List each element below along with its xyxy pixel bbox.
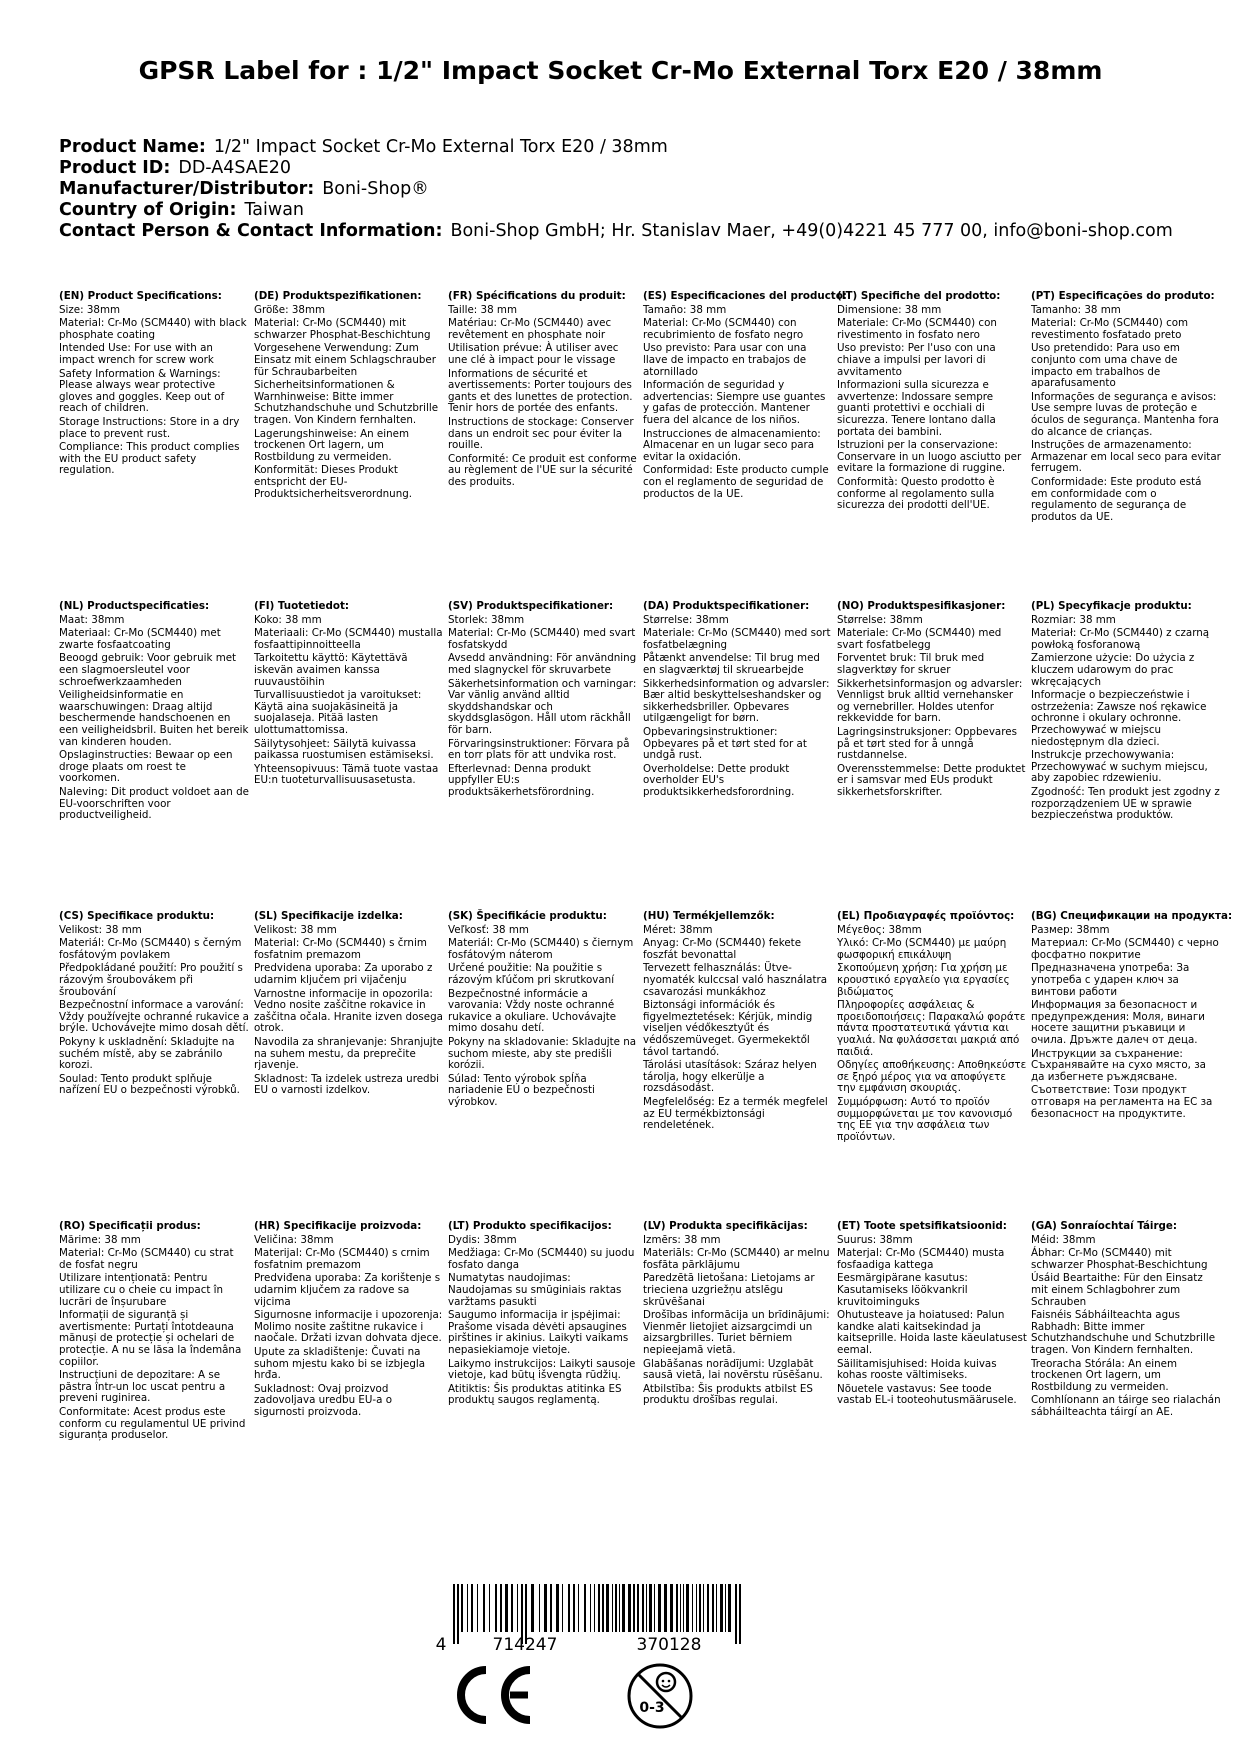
spec-line: Mărime: 38 mm: [59, 1233, 141, 1246]
spec-line: Yhteensopivuus: Tämä tuote vastaa EU:n tuoteturvallisuusasetusta.: [254, 762, 439, 787]
age-warning-label: 0-3: [639, 1700, 665, 1716]
spec-line: Sikkerhetsinformasjon og advarsler: Vennligst bruk alltid vernehansker og vernebriller. Holdes utenfor rekkevidde for barn.: [837, 677, 1023, 725]
spec-line: Conformité: Ce produit est conforme au règlement de l'UE sur la sécurité des produits.: [448, 452, 637, 488]
barcode-bar: [680, 1584, 681, 1632]
spec-line: Lagerungshinweise: An einem trockenen Ort lagern, um Rostbildung zu vermeiden.: [254, 427, 410, 463]
spec-line: Οδηγίες αποθήκευσης: Αποθηκεύστε σε ξηρό μέρος για να αποφύγετε την εμφάνιση σκουριάς.: [837, 1059, 1027, 1095]
spec-line: Zgodność: Ten produkt jest zgodny z rozporządzeniem UE w sprawie bezpieczeństwa produktów.: [1031, 785, 1220, 822]
spec-line: Paredzētā lietošana: Lietojams ar trieciena uzgriežņu atslēgu skrūvēšanai: [643, 1272, 815, 1308]
language-block: [448, 911, 638, 1109]
spec-line: Material: Cr-Mo (SCM440) med svart fosfatskydd: [448, 627, 636, 651]
language-heading: (FR) Spécifications du produit:: [448, 290, 626, 302]
language-heading: (NO) Produktspesifikasjoner:: [837, 600, 1006, 612]
spec-line: Material: Cr-Mo (SCM440) cu strat de fosfat negru: [59, 1247, 234, 1271]
language-block: [254, 601, 444, 787]
spec-line: Veličina: 38mm: [254, 1233, 334, 1246]
language-heading: (SL) Specifikacije izdelka:: [254, 910, 403, 922]
spec-line: Материал: Cr-Mo (SCM440) с черно фосфатно покритие: [1031, 937, 1219, 961]
language-heading: (DA) Produktspecifikationer:: [643, 600, 810, 612]
spec-line: Размер: 38mm: [1031, 923, 1110, 936]
spec-line: Faisnéis Sábháilteachta agus Rabhadh: Bitte immer Schutzhandschuhe und Schutzbrille tragen. Von Kindern fernhalten.: [1031, 1309, 1216, 1356]
spec-line: Instrucciones de almacenamiento: Almacenar en un lugar seco para evitar la oxidación.: [643, 427, 821, 463]
spec-line: Instrukcje przechowywania: Przechowywać w suchym miejscu, aby zapobiec rdzewieniu.: [1031, 749, 1208, 785]
barcode-bar: [646, 1584, 647, 1632]
barcode-bar: [686, 1584, 689, 1632]
barcode-bar: [511, 1584, 513, 1632]
language-block: [254, 911, 444, 1097]
spec-line: Materjal: Cr-Mo (SCM440) musta fosfaadiga kattega: [837, 1247, 1005, 1271]
language-heading: (ET) Toote spetsifikatsioonid:: [837, 1220, 1007, 1232]
spec-line: Skladnost: Ta izdelek ustreza uredbi EU o varnosti izdelkov.: [254, 1072, 439, 1097]
spec-line: Opslaginstructies: Bewaar op een droge plaats om roest te voorkomen.: [59, 749, 233, 785]
barcode-bar: [517, 1584, 518, 1632]
language-block: [643, 911, 833, 1132]
barcode-bar: [699, 1584, 701, 1632]
spec-line: Efterlevnad: Denna produkt uppfyller EU:s produktsäkerhetsförordning.: [448, 762, 595, 798]
language-block: [837, 601, 1027, 799]
spec-line: Uso previsto: Para usar con una llave de impacto en trabajos de atornillado: [643, 342, 807, 378]
manufacturer-value: Boni-Shop®: [322, 179, 429, 199]
spec-line: Storlek: 38mm: [448, 613, 525, 626]
barcode-bar: [615, 1584, 617, 1632]
manufacturer-row: [59, 179, 1173, 200]
spec-line: Conformidade: Este produto está em conformidade com o regulamento de segurança de produtos da UE.: [1031, 475, 1202, 523]
spec-line: Material: Cr-Mo (SCM440) with black phosphate coating: [59, 317, 247, 341]
barcode-bar: [692, 1584, 693, 1632]
spec-line: Størrelse: 38mm: [643, 613, 729, 626]
ce-mark: [452, 1662, 536, 1728]
barcode-bar: [556, 1584, 559, 1632]
language-heading: (EN) Product Specifications:: [59, 290, 222, 302]
barcode-bar: [500, 1584, 502, 1632]
spec-line: Soulad: Tento produkt splňuje nařízení EU o bezpečnosti výrobků.: [59, 1072, 240, 1097]
spec-line: Lagringsinstruksjoner: Oppbevares på et tørt sted for å unngå rustdannelse.: [837, 725, 1017, 762]
barcode-bar: [676, 1584, 678, 1632]
spec-line: Materiaal: Cr-Mo (SCM440) met zwarte fosfaatcoating: [59, 627, 221, 651]
barcode-bar: [670, 1584, 673, 1632]
language-heading: (BG) Спецификации на продукта:: [1031, 910, 1233, 922]
language-grid: [59, 291, 1239, 1531]
spec-line: Materijal: Cr-Mo (SCM440) s crnim fosfatnim premazom: [254, 1247, 430, 1271]
spec-line: Materiāls: Cr-Mo (SCM440) ar melnu fosfāta pārklājumu: [643, 1247, 830, 1271]
ean-barcode: [433, 1582, 755, 1654]
spec-line: Beoogd gebruik: Voor gebruik met een slagmoersleutel voor schroefwerkzaamheden: [59, 652, 237, 688]
spec-line: Laikymo instrukcijos: Laikyti sausoje vietoje, kad būtų išvengta rūdžių.: [448, 1357, 636, 1382]
spec-line: Předpokládané použití: Pro použití s rázovým šroubovákem při šroubování: [59, 962, 243, 998]
language-heading: (LT) Produkto specifikacijos:: [448, 1220, 612, 1232]
barcode-bar: [606, 1584, 609, 1632]
language-block: [643, 290, 847, 500]
barcode-bar: [725, 1584, 726, 1632]
spec-line: Méid: 38mm: [1031, 1233, 1096, 1246]
barcode-bar: [477, 1584, 478, 1632]
language-block: [1031, 1221, 1221, 1419]
spec-line: Förvaringsinstruktioner: Förvara på en torr plats för att undvika rost.: [448, 737, 630, 762]
spec-line: Zamierzone użycie: Do użycia z kluczem udarowym do prac wkręcających: [1031, 652, 1195, 688]
spec-line: Ohutusteave ja hoiatused: Palun kandke alati kaitsekindad ja kaitseprille. Hoida laste käeulatusest eemal.: [837, 1309, 1027, 1356]
spec-line: Инструкции за съхранение: Съхранявайте на сухо място, за да избегнете ръждясване.: [1031, 1047, 1206, 1083]
spec-line: Säilytysohjeet: Säilytä kuivassa paikassa ruostumisen estämiseksi.: [254, 737, 434, 762]
language-heading: (DE) Produktspezifikationen:: [254, 290, 422, 302]
spec-line: Materiał: Cr-Mo (SCM440) z czarną powłoką fosforanową: [1031, 627, 1210, 651]
age-warning-icon: [626, 1662, 694, 1730]
spec-line: Upute za skladištenje: Čuvati na suhom mjestu kako bi se izbjegla hrđa.: [254, 1345, 426, 1382]
barcode-bar: [578, 1584, 579, 1632]
spec-line: Drošības informācija un brīdinājumi: Vienmēr lietojiet aizsargcimdi un aizsargbrilles. Turiet bērniem nepieejamā vietā.: [643, 1309, 830, 1356]
spec-line: Material: Cr-Mo (SCM440) s črnim fosfatnim premazom: [254, 937, 427, 961]
spec-line: Naleving: Dit product voldoet aan de EU-voorschriften voor productveiligheid.: [59, 785, 249, 822]
language-block: [1031, 291, 1221, 523]
spec-line: Predviđena uporaba: Za korištenje s udarnim ključem za radove sa vijcima: [254, 1272, 441, 1308]
language-block: [643, 1221, 833, 1407]
barcode-bar: [539, 1584, 540, 1632]
spec-line: Instructions de stockage: Conserver dans un endroit sec pour éviter la rouille.: [448, 415, 634, 452]
spec-line: Bezpečnostné informácie a varovania: Vždy noste ochranné rukavice a okuliare. Uchovávajte mimo dosahu detí.: [448, 987, 617, 1035]
barcode-lead-digit: 4: [435, 1635, 447, 1654]
language-block: [643, 601, 833, 799]
spec-line: Sukladnost: Ovaj proizvod zadovoljava uredbu EU-a o sigurnosti proizvoda.: [254, 1382, 393, 1418]
barcode-bar: [461, 1584, 463, 1632]
barcode-bar: [505, 1584, 508, 1632]
language-block: [254, 291, 444, 500]
spec-line: Maat: 38mm: [59, 613, 125, 626]
ce-mark-text: CE: [452, 1662, 454, 1663]
language-heading: (ES) Especificaciones del producto:: [643, 290, 847, 302]
language-block: [59, 911, 249, 1097]
barcode-bar: [720, 1584, 723, 1632]
language-heading: (LV) Produkta specifikācijas:: [643, 1220, 808, 1232]
spec-line: Eesmärgipärane kasutus: Kasutamiseks löökvankril kruvitoiminguks: [837, 1272, 968, 1308]
product-name-row: [59, 137, 1173, 158]
spec-line: Materiál: Cr-Mo (SCM440) s černým fosfátovým povlakem: [59, 937, 242, 961]
spec-line: Comhlíonann an táirge seo rialachán sábháilteachta táirgí an AE.: [1031, 1394, 1221, 1418]
spec-line: Información de seguridad y advertencias: Siempre use guantes y gafas de protección. Mantener fuera del alcance de los niños.: [643, 379, 826, 426]
language-heading: (RO) Specificații produs:: [59, 1220, 201, 1232]
barcode-bar: [716, 1584, 717, 1632]
spec-line: Υλικό: Cr-Mo (SCM440) με μαύρη φωσφορική επικάλυψη: [837, 937, 1007, 961]
barcode-bar: [703, 1584, 704, 1632]
barcode-bar: [735, 1584, 737, 1644]
barcode-bar: [568, 1584, 570, 1632]
spec-line: Größe: 38mm: [254, 303, 326, 316]
spec-line: Materiale: Cr-Mo (SCM440) med sort fosfatbelægning: [643, 627, 831, 651]
spec-line: Atbilstība: Šis produkts atbilst ES produktu drošības regulai.: [643, 1382, 813, 1407]
barcode-bar: [619, 1584, 620, 1632]
language-block: [448, 291, 638, 489]
language-block: [59, 1221, 249, 1442]
spec-line: Информация за безопасност и предупреждения: Моля, винаги носете защитни ръкавици и очила. Дръжте далеч от деца.: [1031, 999, 1205, 1046]
contact-label: Contact Person & Contact Information:: [59, 221, 443, 241]
barcode-bar: [602, 1584, 604, 1632]
language-block: [254, 1221, 444, 1419]
language-heading: (NL) Productspecificaties:: [59, 600, 210, 612]
spec-line: Velikost: 38 mm: [254, 923, 337, 936]
spec-line: Πληροφορίες ασφάλειας & προειδοποιήσεις: Παρακαλώ φοράτε πάντα προστατευτικά γάντια και γυαλιά. Να φυλάσσεται μακριά από παιδιά.: [837, 999, 1026, 1058]
language-block: [837, 291, 1027, 512]
barcode-bar: [457, 1584, 459, 1644]
spec-line: Storage Instructions: Store in a dry place to prevent rust.: [59, 415, 240, 440]
spec-line: Velikost: 38 mm: [59, 923, 142, 936]
spec-line: Tervezett felhasználás: Ütve-nyomaték kulccsal való használatra csavarozási munkákhoz: [643, 962, 828, 998]
product-name-value: 1/2" Impact Socket Cr-Mo External Torx E20 / 38mm: [213, 137, 668, 157]
spec-line: Sikkerhedsinformation og advarsler: Bær altid beskyttelseshandsker og sikkerhedsbriller. Opbevares utilgængeligt for børn.: [643, 677, 830, 725]
language-block: [448, 601, 638, 799]
contact-row: [59, 221, 1173, 242]
spec-line: Utilisation prévue: À utiliser avec une clé à impact pour le vissage: [448, 342, 619, 366]
spec-line: Saugumo informacija ir įspėjimai: Prašome visada dėvėti apsaugines pirštines ir akinius. Laikyti vaikams nepasiekiamoje vietoje.: [448, 1309, 629, 1356]
barcode-bar: [489, 1584, 490, 1632]
spec-line: Utilizare intenționată: Pentru utilizare cu o cheie cu impact în lucrări de înșurubare: [59, 1272, 224, 1308]
spec-line: Opbevaringsinstruktioner: Opbevares på et tørt sted for at undgå rust.: [643, 725, 807, 762]
spec-line: Material: Cr-Mo (SCM440) com revestimento fosfatado preto: [1031, 317, 1189, 341]
spec-line: Tamaño: 38 mm: [643, 303, 727, 316]
spec-line: Varnostne informacije in opozorila: Vedno nosite zaščitne rokavice in zaščitna očala. Hranite izven dosega otrok.: [254, 987, 443, 1035]
spec-line: Glabāšanas norādījumi: Uzglabāt sausā vietā, lai novērstu rūsēšanu.: [643, 1357, 823, 1382]
barcode-right-group: 370128: [636, 1635, 702, 1654]
spec-line: Säilitamisjuhised: Hoida kuivas kohas rooste vältimiseks.: [837, 1357, 997, 1382]
spec-line: Compliance: This product complies with the EU product safety regulation.: [59, 441, 240, 477]
contact-value: Boni-Shop GmbH; Hr. Stanislav Maer, +49(0)4221 45 777 00, info@boni-shop.com: [450, 221, 1173, 241]
spec-line: Ábhar: Cr-Mo (SCM440) mit schwarzer Phosphat-Beschichtung: [1031, 1247, 1208, 1271]
spec-line: Veiligheidsinformatie en waarschuwingen: Draag altijd beschermende handschoenen en een veiligheidsbril. Buiten het bereik van kinderen houden.: [59, 689, 249, 748]
barcode-left-group: 714247: [492, 1635, 558, 1654]
spec-line: Overholdelse: Dette produkt overholder EU's produktsikkerhedsforordning.: [643, 762, 795, 798]
spec-line: Biztonsági információk és figyelmeztetések: Kérjük, mindig viseljen védőkesztyűt és védőszemüveget. Gyermekektől távol tartandó.: [643, 999, 813, 1058]
spec-line: Materiale: Cr-Mo (SCM440) med svart fosfatbelegg: [837, 627, 1002, 651]
barcode-bar: [654, 1584, 655, 1632]
barcode-bar: [707, 1584, 709, 1632]
spec-line: Materiale: Cr-Mo (SCM440) con rivestimento in fosfato nero: [837, 317, 997, 341]
spec-line: Informacje o bezpieczeństwie i ostrzeżenia: Zawsze noś rękawice ochronne i okulary ochronne. Przechowywać w miejscu niedostępnym dla dzieci.: [1031, 689, 1207, 748]
spec-line: Súlad: Tento výrobok spĺňa nariadenie EÚ o bezpečnosti výrobkov.: [448, 1072, 595, 1108]
spec-line: Izmērs: 38 mm: [643, 1233, 721, 1246]
spec-line: Instruções de armazenamento: Armazenar em local seco para evitar ferrugem.: [1031, 439, 1221, 475]
barcode-bar: [471, 1584, 473, 1632]
spec-line: Konformität: Dieses Produkt entspricht der EU-Produktsicherheitsverordnung.: [254, 464, 413, 500]
spec-line: Materiaali: Cr-Mo (SCM440) mustalla fosfaattipinnoitteella: [254, 627, 443, 651]
spec-line: Taille: 38 mm: [448, 303, 517, 316]
language-block: [1031, 910, 1233, 1120]
language-heading: (HR) Specifikacije proizvoda:: [254, 1220, 422, 1232]
barcode-bar: [483, 1584, 485, 1632]
spec-line: Informações de segurança e avisos: Use sempre luvas de proteção e óculos de segurança. Mantenha fora do alcance de crianças.: [1031, 390, 1219, 438]
spec-line: Instrucțiuni de depozitare: A se păstra într-un loc uscat pentru a preveni ruginirea.: [59, 1369, 226, 1405]
barcode-bar: [712, 1584, 714, 1632]
barcode-bar: [531, 1584, 534, 1632]
barcode-bar: [495, 1584, 497, 1632]
page-title: GPSR Label for : 1/2" Impact Socket Cr-Mo External Torx E20 / 38mm: [138, 56, 1103, 85]
barcode-bar: [612, 1584, 613, 1632]
barcode-bar: [573, 1584, 575, 1632]
spec-line: Megfelelőség: Ez a termék megfelel az EU termékbiztonsági rendeletének.: [643, 1095, 828, 1132]
barcode-bar: [562, 1584, 563, 1632]
spec-line: Sigurnosne informacije i upozorenja: Molimo nosite zaštitne rukavice i naočale. Držati izvan dohvata djece.: [254, 1309, 443, 1345]
language-heading: (FI) Tuotetiedot:: [254, 600, 349, 612]
language-heading: (GA) Sonraíochtaí Táirge:: [1031, 1220, 1178, 1232]
spec-line: Tárolási utasítások: Száraz helyen tárolja, hogy elkerülje a rozsdásodást.: [643, 1059, 817, 1095]
language-block: [837, 911, 1027, 1143]
product-id-row: [59, 158, 1173, 179]
spec-line: Predvidena uporaba: Za uporabo z udarnim ključem pri vijačenju: [254, 962, 433, 986]
language-heading: (HU) Termékjellemzők:: [643, 910, 775, 922]
spec-line: Treoracha Stórála: An einem trockenen Ort lagern, um Rostbildung zu vermeiden.: [1031, 1357, 1177, 1393]
barcode-bar: [683, 1584, 684, 1632]
language-block: [448, 1221, 638, 1407]
language-block: [59, 601, 249, 822]
spec-line: Bezpečnostní informace a varování: Vždy používejte ochranné rukavice a brýle. Uchovávejte mimo dosah dětí.: [59, 999, 249, 1035]
spec-line: Anyag: Cr-Mo (SCM440) fekete foszfát bevonattal: [643, 937, 802, 961]
spec-line: Matériau: Cr-Mo (SCM440) avec revêtement en phosphate noir: [448, 317, 612, 341]
barcode-bar: [637, 1584, 639, 1632]
language-block: [837, 1221, 1027, 1407]
product-id-value: DD-A4SAE20: [178, 158, 292, 178]
product-info-block: [59, 137, 1173, 242]
barcode-bar: [658, 1584, 661, 1632]
spec-line: Overensstemmelse: Dette produktet er i samsvar med EUs produkt sikkerhetsforskrifter.: [837, 762, 1026, 798]
barcode-bar: [550, 1584, 552, 1632]
barcode-bar: [594, 1584, 595, 1632]
spec-line: Úsáid Beartaithe: Für den Einsatz mit einem Schlagbohrer zum Schrauben: [1031, 1272, 1203, 1308]
barcode-bar: [453, 1584, 455, 1644]
barcode-bar: [467, 1584, 468, 1632]
barcode-bar: [628, 1584, 631, 1632]
spec-line: Avsedd användning: För användning med slagnyckel för skruvarbete: [448, 652, 637, 676]
spec-line: Informații de siguranță și avertismente: Purtați întotdeauna mănuși de protecție și ochelari de protecție. A nu se lăsa la îndemâna copiilor.: [59, 1309, 242, 1368]
barcode-bar: [584, 1584, 586, 1632]
spec-line: Veľkosť: 38 mm: [448, 923, 529, 936]
spec-line: Informazioni sulla sicurezza e avvertenze: Indossare sempre guanti protettivi e occhiali di sicurezza. Tenere lontano dalla portata dei bambini.: [837, 379, 996, 438]
spec-line: Pokyny k uskladnění: Skladujte na suchém místě, aby se zabránilo korozi.: [59, 1035, 235, 1072]
language-block: [59, 291, 249, 477]
spec-line: Uso pretendido: Para uso em conjunto com uma chave de impacto em trabalhos de aparafusamento: [1031, 342, 1180, 390]
language-heading: (EL) Προδιαγραφές προϊόντος:: [837, 910, 1015, 922]
spec-line: Intended Use: For use with an impact wrench for screw work: [59, 342, 214, 366]
spec-line: Navodila za shranjevanje: Shranjujte na suhem mestu, da preprečite rjavenje.: [254, 1035, 444, 1072]
spec-line: Safety Information & Warnings: Please always wear protective gloves and goggles. Keep out of reach of children.: [59, 367, 225, 415]
country-value: Taiwan: [244, 200, 305, 220]
spec-line: Atitiktis: Šis produktas atitinka ES produktų saugos reglamentą.: [448, 1382, 622, 1407]
barcode-bar: [544, 1584, 547, 1632]
spec-line: Istruzioni per la conservazione: Conservare in un luogo asciutto per evitare la formazione di ruggine.: [837, 439, 1022, 475]
language-heading: (PT) Especificações do produto:: [1031, 290, 1215, 302]
language-heading: (SV) Produktspecifikationer:: [448, 600, 614, 612]
spec-line: Påtænkt anvendelse: Til brug med en slagværktøj til skruearbejde: [643, 652, 820, 676]
language-heading: (PL) Specyfikacje produktu:: [1031, 600, 1192, 612]
barcode-bar: [622, 1584, 625, 1632]
product-name-label: Product Name:: [59, 137, 206, 157]
spec-line: Informations de sécurité et avertissements: Porter toujours des gants et des lunettes de protection. Tenir hors de portée des enfants.: [448, 367, 633, 415]
country-label: Country of Origin:: [59, 200, 237, 220]
barcode-bar: [739, 1584, 741, 1644]
spec-line: Rozmiar: 38 mm: [1031, 613, 1116, 626]
spec-line: Conformità: Questo prodotto è conforme al regolamento sulla sicurezza dei prodotti dell'UE.: [837, 475, 995, 512]
barcode-bar: [598, 1584, 600, 1632]
spec-line: Σκοπούμενη χρήση: Για χρήση με κρουστικό εργαλείο για εργασίες βιδώματος: [837, 962, 1010, 998]
barcode-bar: [696, 1584, 697, 1632]
language-block: [1031, 601, 1221, 822]
spec-line: Størrelse: 38mm: [837, 613, 923, 626]
spec-line: Koko: 38 mm: [254, 613, 322, 626]
language-heading: (IT) Specifiche del prodotto:: [837, 290, 1001, 302]
spec-line: Συμμόρφωση: Αυτό το προϊόν συμμορφώνεται με τον κανονισμό της ΕΕ για την ασφάλεια των προϊόντων.: [837, 1095, 1013, 1143]
spec-line: Säkerhetsinformation och varningar: Var vänlig använd alltid skyddshandskar och skyddsglasögon. Håll utom räckhåll för barn.: [448, 677, 637, 736]
spec-line: Forventet bruk: Til bruk med slagverktøy for skruer: [837, 652, 985, 676]
language-heading: (CS) Specifikace produktu:: [59, 910, 215, 922]
spec-line: Materiál: Cr-Mo (SCM440) s čiernym fosfátovým náterom: [448, 937, 634, 961]
spec-line: Size: 38mm: [59, 303, 121, 316]
spec-line: Pokyny na skladovanie: Skladujte na suchom mieste, aby ste predišli korózii.: [448, 1035, 637, 1072]
barcode-bar: [664, 1584, 667, 1632]
spec-line: Dimensione: 38 mm: [837, 303, 942, 316]
spec-line: Turvallisuustiedot ja varoitukset: Käytä aina suojakäsineitä ja suojalaseja. Pitää lasten ulottumattomissa.: [254, 689, 422, 736]
language-heading: (SK) Špecifikácie produktu:: [448, 910, 607, 922]
spec-line: Nõuetele vastavus: See toode vastab EL-i tooteohutusmäärusele.: [837, 1382, 1017, 1407]
spec-line: Material: Cr-Mo (SCM440) mit schwarzer Phosphat-Beschichtung: [254, 317, 431, 341]
spec-line: Conformitate: Acest produs este conform cu regulamentul UE privind siguranța produselor.: [59, 1405, 246, 1442]
spec-line: Určené použitie: Na použitie s rázovým kľúčom pri skrutkovaní: [448, 962, 615, 986]
spec-line: Tamanho: 38 mm: [1031, 303, 1121, 316]
barcode-bar: [590, 1584, 591, 1632]
spec-line: Vorgesehene Verwendung: Zum Einsatz mit einem Schlagschrauber für Schraubarbeiten: [254, 342, 437, 378]
spec-line: Material: Cr-Mo (SCM440) con recubrimiento de fosfato negro: [643, 317, 804, 341]
spec-line: Méret: 38mm: [643, 923, 713, 936]
spec-line: Numatytas naudojimas: Naudojamas su smūginiais raktas varžtams pasukti: [448, 1272, 622, 1308]
barcode-bar: [649, 1584, 652, 1632]
spec-line: Uso previsto: Per l'uso con una chiave a impulsi per lavori di avvitamento: [837, 342, 996, 378]
manufacturer-label: Manufacturer/Distributor:: [59, 179, 315, 199]
barcode-bar: [642, 1584, 644, 1632]
barcode-bar: [728, 1584, 731, 1632]
spec-line: Suurus: 38mm: [837, 1233, 913, 1246]
spec-line: Dydis: 38mm: [448, 1233, 517, 1246]
spec-line: Sicherheitsinformationen & Warnhinweise: Bitte immer Schutzhandschuhe und Schutzbrille tragen. Von Kindern fernhalten.: [254, 379, 439, 426]
spec-line: Съответствие: Този продукт отговаря на регламента на ЕС за безопасност на продуктите.: [1031, 1084, 1213, 1120]
spec-line: Tarkoitettu käyttö: Käytettävä iskevän avaimen kanssa ruuvaustöihin: [254, 652, 408, 688]
spec-line: Medžiaga: Cr-Mo (SCM440) su juodu fosfato danga: [448, 1247, 635, 1271]
spec-line: Conformidad: Este producto cumple con el reglamento de seguridad de productos de la UE.: [643, 464, 829, 500]
country-row: [59, 200, 1173, 221]
barcode-bar: [633, 1584, 635, 1632]
spec-line: Предназначена употреба: За употреба с ударен ключ за винтови работи: [1031, 962, 1190, 998]
spec-line: Μέγεθος: 38mm: [837, 923, 922, 936]
product-id-label: Product ID:: [59, 158, 171, 178]
